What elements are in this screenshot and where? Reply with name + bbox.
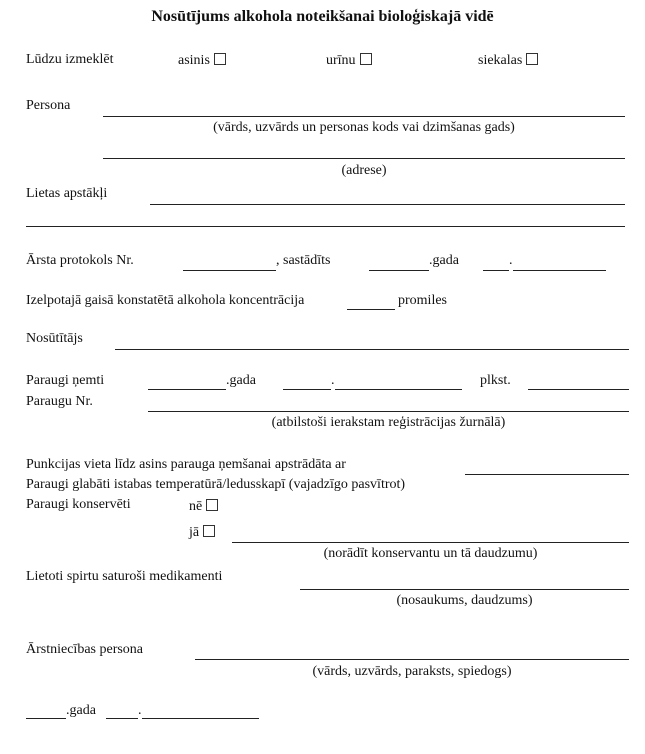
option-blood-label: asinis	[178, 53, 210, 68]
sample-no-field[interactable]	[148, 411, 629, 412]
protocol-year-label: .gada	[429, 253, 459, 268]
circumstances-field-1[interactable]	[150, 204, 625, 205]
checkbox-urine[interactable]	[360, 53, 372, 65]
option-blood[interactable]	[178, 53, 226, 69]
medication-field[interactable]	[300, 589, 629, 590]
medic-field[interactable]	[195, 659, 629, 660]
footer-day-field[interactable]	[106, 718, 138, 719]
request-label: Lūdzu izmeklēt	[26, 52, 114, 67]
samples-taken-year-field[interactable]	[148, 389, 226, 390]
person-label: Persona	[26, 98, 71, 113]
person-name-field[interactable]	[103, 116, 625, 117]
option-saliva-label: siekalas	[478, 53, 523, 68]
sample-no-label: Paraugu Nr.	[26, 394, 93, 409]
preserved-no-label: nē	[189, 499, 203, 514]
samples-taken-day-field[interactable]	[283, 389, 331, 390]
sender-field[interactable]	[115, 349, 629, 350]
footer-year-field[interactable]	[26, 718, 66, 719]
storage-label: Paraugi glabāti istabas temperatūrā/ledusskapī (vajadzīgo pasvītrot)	[26, 477, 406, 492]
medic-caption: (vārds, uzvārds, paraksts, spiedogs)	[312, 664, 512, 679]
footer-year-label: .gada	[66, 703, 96, 718]
footer-month-field[interactable]	[142, 718, 259, 719]
option-urine[interactable]	[326, 53, 372, 69]
protocol-label: Ārsta protokols Nr.	[26, 253, 134, 268]
protocol-dot: .	[509, 253, 513, 268]
option-urine-label: urīnu	[326, 53, 356, 68]
puncture-label: Punkcijas vieta līdz asins parauga ņemšanai apstrādāta ar	[26, 457, 346, 472]
samples-taken-dot: .	[331, 373, 335, 388]
protocol-month-field[interactable]	[513, 270, 606, 271]
footer-dot: .	[138, 703, 142, 718]
puncture-field[interactable]	[465, 474, 629, 475]
exhaled-label: Izelpotajā gaisā konstatētā alkohola koncentrācija	[26, 293, 305, 308]
preservative-caption: (norādīt konservantu un tā daudzumu)	[323, 546, 538, 561]
samples-taken-time-field[interactable]	[528, 389, 629, 390]
checkbox-preserved-yes[interactable]	[203, 525, 215, 537]
checkbox-saliva[interactable]	[526, 53, 538, 65]
medication-label: Lietoti spirtu saturoši medikamenti	[26, 569, 223, 584]
preserved-yes-option[interactable]	[189, 525, 215, 541]
samples-taken-year-label: .gada	[226, 373, 256, 388]
medication-caption: (nosaukums, daudzums)	[396, 593, 533, 608]
preservative-field[interactable]	[232, 542, 629, 543]
sample-no-caption: (atbilstoši ierakstam reģistrācijas žurnālā)	[271, 415, 506, 430]
checkbox-preserved-no[interactable]	[206, 499, 218, 511]
samples-taken-time-label: plkst.	[480, 373, 511, 388]
protocol-year-field[interactable]	[369, 270, 429, 271]
circumstances-label: Lietas apstākļi	[26, 186, 108, 201]
exhaled-unit: promiles	[398, 293, 447, 308]
preserved-no-option[interactable]	[189, 499, 218, 515]
person-address-field[interactable]	[103, 158, 625, 159]
circumstances-field-2[interactable]	[26, 226, 625, 227]
samples-taken-label: Paraugi ņemti	[26, 373, 105, 388]
exhaled-value-field[interactable]	[347, 309, 395, 310]
medic-label: Ārstniecības persona	[26, 642, 144, 657]
protocol-drawn-up-label: , sastādīts	[276, 253, 331, 268]
preserved-label: Paraugi konservēti	[26, 497, 131, 512]
option-saliva[interactable]	[478, 53, 538, 69]
form-title: Nosūtījums alkohola noteikšanai bioloģiskajā vidē	[151, 8, 494, 25]
protocol-number-field[interactable]	[183, 270, 276, 271]
sender-label: Nosūtītājs	[26, 331, 83, 346]
person-name-caption: (vārds, uzvārds un personas kods vai dzimšanas gads)	[213, 120, 515, 135]
person-address-caption: (adrese)	[341, 163, 387, 178]
checkbox-blood[interactable]	[214, 53, 226, 65]
protocol-day-field[interactable]	[483, 270, 509, 271]
preserved-yes-label: jā	[189, 525, 200, 540]
samples-taken-month-field[interactable]	[335, 389, 462, 390]
